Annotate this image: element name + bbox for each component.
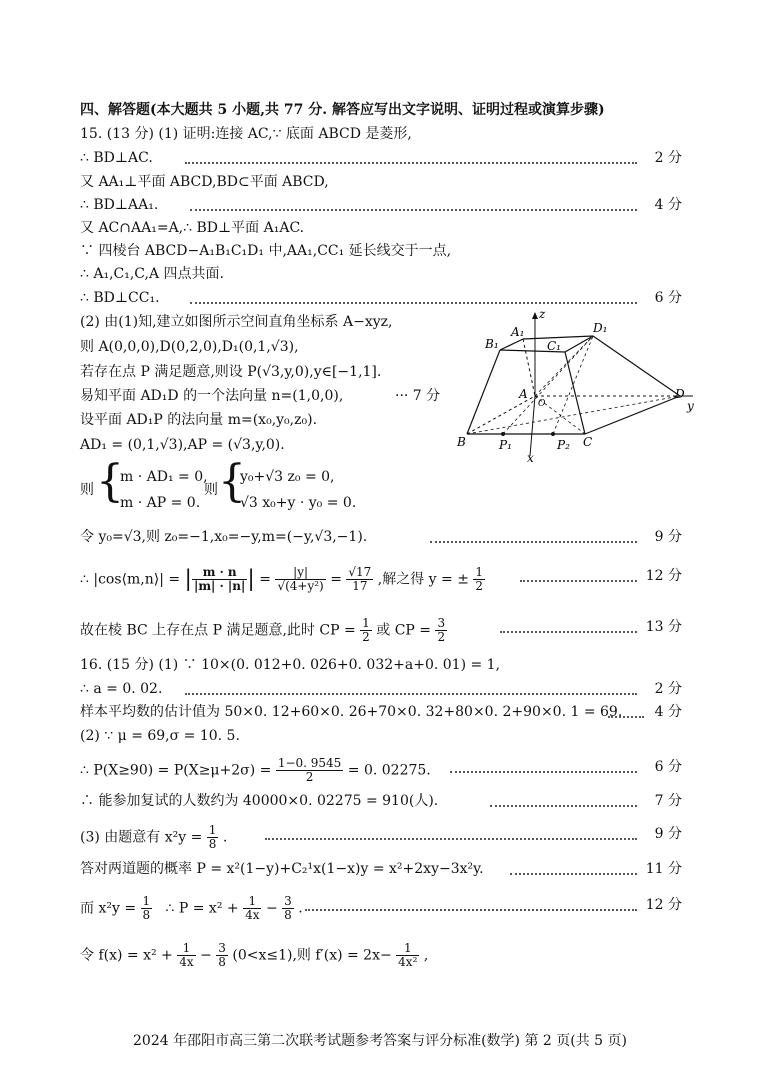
- edge-B1A1: [500, 339, 523, 350]
- label-A1: A₁: [511, 325, 525, 339]
- q16-line-8: 答对两道题的概率 P = x²(1−y)+C₂¹x(1−x)y = x²+2xy−3x²y.: [80, 861, 484, 877]
- fraction: $\frac{1}{2}$: [475, 565, 484, 593]
- label-P2: P₂: [557, 438, 570, 452]
- score-7: ··· 7 分: [395, 388, 441, 404]
- q16-line-5: ∴ P(X≥90) = P(X≥μ+2σ) = $\frac{1-0. 9545}{2}$ = 0. 02275.: [80, 756, 431, 784]
- q15-line-3: 又 AA₁⊥平面 ABCD,BD⊂平面 ABCD,: [80, 174, 329, 190]
- q16-line-9: 而 x²y = $\frac{1}{8}$ ∴ P = x² + $\frac{1}{4x}$ − $\frac{3}{8}$ .: [80, 894, 303, 922]
- dot-leader: [490, 805, 637, 807]
- edge-CD: [585, 396, 680, 434]
- fraction: $\frac{1}{8}$: [208, 823, 217, 851]
- score-6: 6 分: [654, 759, 682, 775]
- system-intro: 则: [80, 482, 94, 498]
- left-brace-1: {: [96, 456, 124, 507]
- fraction: $\frac{3}{8}$: [218, 941, 226, 969]
- dot-leader: [190, 302, 637, 304]
- q15-line-10: 则 A(0,0,0),D(0,2,0),D₁(0,1,√3),: [80, 339, 299, 355]
- label-P1: P₁: [499, 438, 512, 452]
- frustum-figure: [455, 306, 695, 466]
- label-O: O: [538, 399, 546, 409]
- label-C1: C₁: [547, 339, 561, 353]
- left-brace-2: {: [218, 456, 246, 507]
- fraction: $\frac{√17}{17}$: [348, 565, 372, 593]
- q15-line-17: 故在棱 BC 上存在点 P 满足题意,此时 CP = $\frac{1}{2}$ 或 CP = $\frac{3}{2}$: [80, 616, 446, 644]
- q15-line-1: 15. (13 分) (1) 证明:连接 AC,∵ 底面 ABCD 是菱形,: [80, 126, 412, 142]
- edge-D1D: [593, 336, 680, 396]
- fraction: $\frac{|y|}{\text{√(4+y²)}}$: [277, 565, 324, 593]
- fraction: $\frac{3}{2}$: [437, 616, 446, 644]
- page-footer: 2024 年邵阳市高三第二次联考试题参考答案与评分标准(数学) 第 2 页(共 5 页): [133, 1033, 627, 1049]
- score-4: 4 分: [654, 704, 682, 720]
- q15-line-4: ∴ BD⊥AA₁.: [80, 197, 159, 213]
- score-12: 12 分: [645, 568, 682, 584]
- score-9: 9 分: [654, 529, 682, 545]
- q16-line-6: ∴ 能参加复试的人数约为 40000×0. 02275 = 910(人).: [80, 793, 439, 809]
- section-header: 四、解答题(本大题共 5 小题,共 77 分. 解答应写出文字说明、证明过程或演算步骤): [80, 102, 605, 118]
- q15-line-8: ∴ BD⊥CC₁.: [80, 290, 160, 306]
- q15-line-2: ∴ BD⊥AC.: [80, 150, 153, 166]
- score-4: 4 分: [654, 197, 682, 213]
- score-9: 9 分: [654, 826, 682, 842]
- segment-BD: [467, 396, 680, 434]
- dot-leader: [305, 909, 637, 911]
- q16-line-1: 16. (15 分) (1) ∵ 10×(0. 012+0. 026+0. 032+a+0. 01) = 1,: [80, 657, 501, 673]
- q16-line-4: (2) ∵ μ = 69,σ = 10. 5.: [80, 728, 240, 744]
- dot-leader: [430, 541, 637, 543]
- q15-line-7: ∴ A₁,C₁,C,A 四点共面.: [80, 266, 224, 282]
- fraction: $\frac{m \cdot n}{|m| \cdot |n|}$: [193, 565, 246, 593]
- fraction: $\frac{1}{4x}$: [179, 941, 194, 969]
- q15-line-15: 令 y₀=√3,则 z₀=−1,x₀=−y,m=(−y,√3,−1).: [80, 529, 368, 545]
- label-y: y: [687, 399, 694, 413]
- dot-leader: [185, 693, 637, 695]
- q15-line-12: 易知平面 AD₁D 的一个法向量 n=(1,0,0),: [80, 388, 344, 404]
- q16-line-10: 令 f(x) = x² + $\frac{1}{4x}$ − $\frac{3}{8}$ (0<x≤1),则 f′(x) = 2x− $\frac{1}{\text{4x²}}$ ,: [80, 941, 429, 969]
- z-axis-arrow-icon: [532, 312, 538, 319]
- score-13: 13 分: [645, 619, 682, 635]
- score-12: 12 分: [645, 897, 682, 913]
- fraction: $\frac{1}{\text{4x²}}$: [398, 941, 418, 969]
- dot-leader: [190, 209, 637, 211]
- label-D1: D₁: [593, 321, 608, 335]
- score-7: 7 分: [654, 793, 682, 809]
- score-6: 6 分: [654, 290, 682, 306]
- dot-leader: [608, 716, 644, 718]
- system-then: 则: [204, 482, 218, 498]
- cos-prefix: ∴ |cos⟨m,n⟩| =: [80, 571, 185, 588]
- q15-line-16: ∴ |cos⟨m,n⟩| = | $\frac{m \cdot n}{|m| \cdot |n|}$ | = $\frac{|y|}{\text{√(4+y²)}}$ = $\frac{√17}{17}$ ,解之得 y = ± $\frac{1}{2}$: [80, 565, 484, 593]
- label-A: A: [519, 387, 528, 401]
- score-2: 2 分: [654, 681, 682, 697]
- q16-line-7: (3) 由题意有 x²y = $\frac{1}{8}$ .: [80, 823, 228, 851]
- dot-leader: [265, 838, 637, 840]
- q16-line-2: ∴ a = 0. 02.: [80, 681, 163, 697]
- dot-leader: [500, 631, 637, 633]
- dot-leader: [510, 873, 637, 875]
- fraction: $\frac{1}{4x}$: [245, 894, 260, 922]
- fraction: $\frac{3}{8}$: [284, 894, 292, 922]
- label-z: z: [539, 307, 546, 321]
- q16-line-3: 样本平均数的估计值为 50×0. 12+60×0. 26+70×0. 32+80×0. 2+90×0. 1 = 69.: [80, 704, 623, 720]
- q15-line-13: 设平面 AD₁P 的法向量 m=(x₀,y₀,z₀).: [80, 412, 318, 428]
- fraction: $\frac{1-0. 9545}{2}$: [277, 756, 342, 784]
- system-eq-2: m · AP = 0.: [120, 495, 201, 511]
- edge-BA: [467, 396, 535, 434]
- system-eq-4: √3 x₀+y · y₀ = 0.: [240, 495, 357, 511]
- label-D: D: [675, 387, 685, 401]
- point-P2: [551, 432, 555, 436]
- score-11: 11 分: [645, 861, 682, 877]
- edge-C1C: [565, 352, 585, 434]
- dot-leader: [185, 162, 637, 164]
- label-B1: B₁: [485, 337, 499, 351]
- dot-leader: [450, 771, 637, 773]
- label-B: B: [457, 435, 466, 449]
- edge-B1B: [467, 350, 500, 434]
- q15-line-11: 若存在点 P 满足题意,则设 P(√3,y,0),y∈[−1,1].: [80, 364, 382, 380]
- q15-line-6: ∵ 四棱台 ABCD−A₁B₁C₁D₁ 中,AA₁,CC₁ 延长线交于一点,: [80, 243, 452, 259]
- q15-line-9: (2) 由(1)知,建立如图所示空间直角坐标系 A−xyz,: [80, 314, 393, 330]
- q15-line-14: AD₁ = (0,1,√3),AP = (√3,y,0).: [80, 437, 285, 453]
- label-C: C: [583, 435, 593, 449]
- system-eq-1: m · AD₁ = 0,: [120, 469, 208, 485]
- x-axis: [530, 396, 535, 456]
- q15-line-5: 又 AC∩AA₁=A,∴ BD⊥平面 A₁AC.: [80, 220, 305, 236]
- score-2: 2 分: [654, 150, 682, 166]
- system-eq-3: y₀+√3 z₀ = 0,: [240, 469, 335, 485]
- label-x: x: [527, 451, 534, 465]
- dot-leader: [520, 580, 637, 582]
- point-P1: [501, 432, 505, 436]
- fraction: $\frac{1}{2}$: [362, 616, 370, 644]
- edge-C1D1: [565, 336, 593, 352]
- fraction: $\frac{1}{8}$: [142, 894, 151, 922]
